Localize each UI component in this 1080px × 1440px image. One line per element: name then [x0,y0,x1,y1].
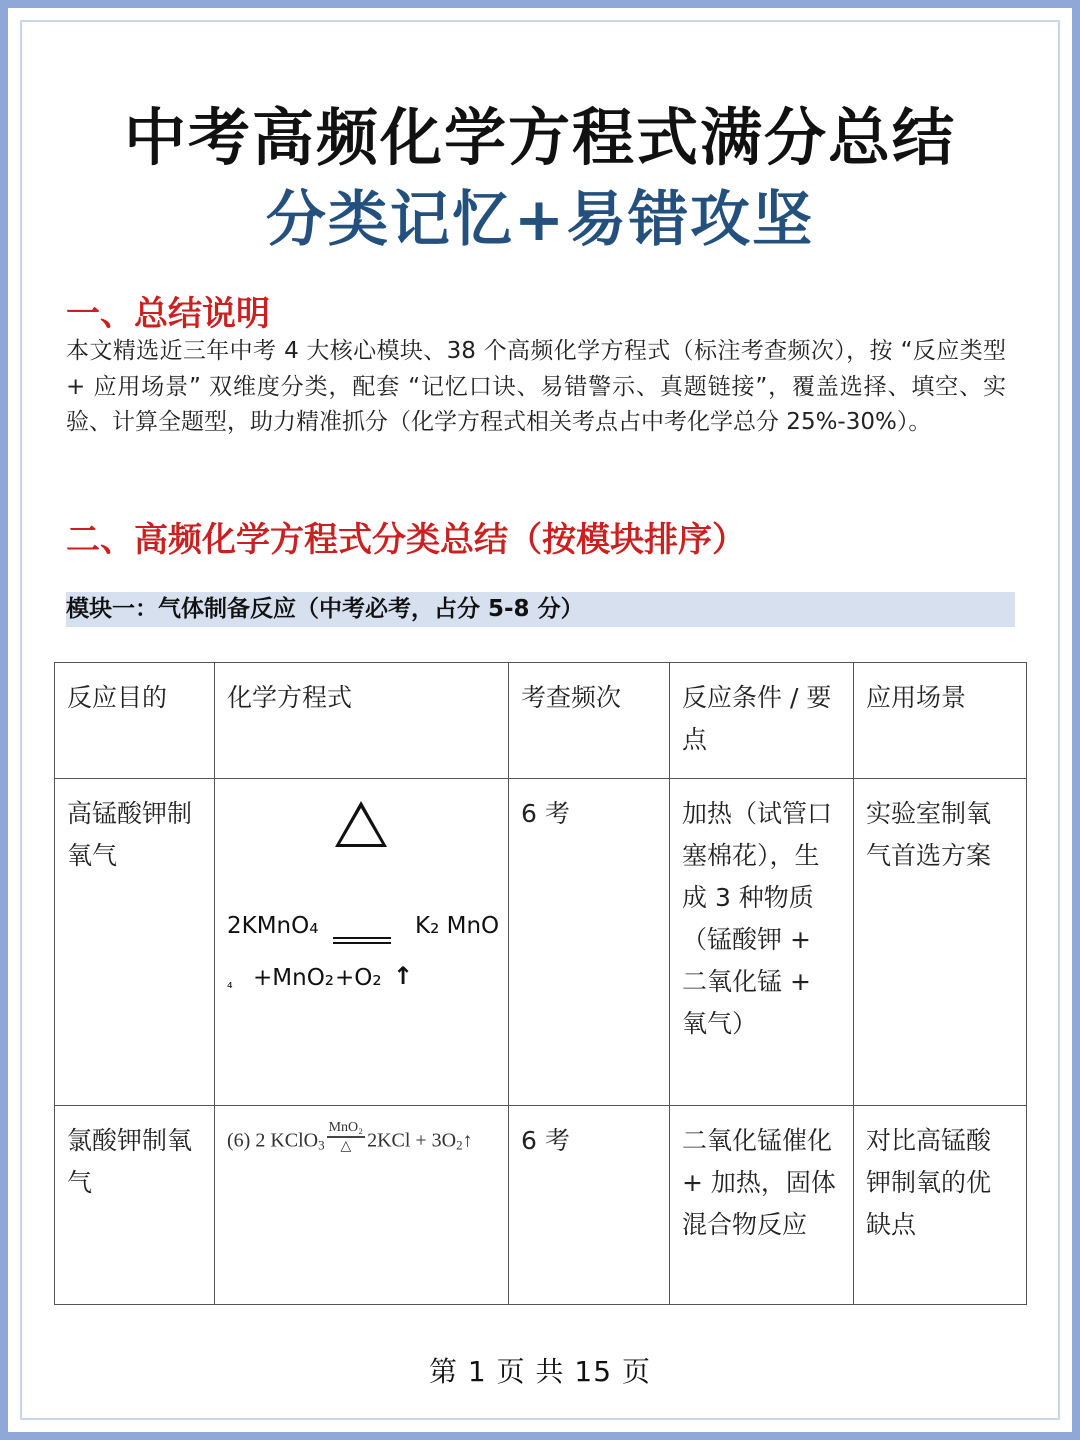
equation-product-1: K₂ MnO [415,913,500,939]
equation-product-3: +O₂ [335,965,382,991]
table-header-cell: 考查频次 [509,663,670,779]
heat-triangle-icon [335,801,387,847]
table-header-cell: 反应条件 / 要点 [670,663,854,779]
equation-product-2: +MnO₂ [253,965,335,991]
application-scenario: 对比高锰酸钾制氧的优缺点 [854,1106,1027,1305]
table-header-cell: 应用场景 [854,663,1027,779]
page-number: 第 1 页 共 15 页 [429,1355,651,1388]
catalyst-label: MnO₂ [327,1120,365,1138]
equals-sign [333,937,391,944]
reaction-conditions: 二氧化锰催化 + 加热，固体混合物反应 [670,1106,854,1305]
table-header-cell: 化学方程式 [215,663,509,779]
application-scenario: 实验室制氧气首选方案 [854,779,1027,1106]
page-title: 中考高频化学方程式满分总结 [123,101,956,174]
heat-symbol: △ [340,1139,352,1154]
module-1-label: 模块一：气体制备反应（中考必考，占分 5-8 分） [66,592,1015,627]
chemical-equation [215,779,509,1106]
section-1-body: 本文精选近三年中考 4 大核心模块、38 个高频化学方程式（标注考查频次），按 “反应类型 + 应用场景” 双维度分类，配套 “记忆口诀、易错警示、真题链接”，覆盖选择、填空、实验、计算全题型，助力精准抓分（化学方程式相关考点占中考化学总分 25%-30%）。 [66,338,1006,435]
reaction-purpose: 氯酸钾制氧气 [55,1106,215,1305]
kmno4-equation [215,779,508,1079]
table-header-cell: 反应目的 [55,663,215,779]
kclo3-equation [227,1120,496,1160]
table-row [55,779,1027,1106]
equation-reactant: (6) 2 KClO [227,1129,319,1152]
table-row [55,1106,1027,1305]
exam-frequency: 6 考 [509,779,670,1106]
gas-up-arrow-icon: ↑ [462,1129,473,1152]
equation-reactant: 2KMnO₄ [227,913,319,939]
chemical-equation [215,1106,509,1305]
section-1-heading: 一、总结说明 [66,294,270,334]
reaction-condition-fraction [327,1120,365,1156]
gas-up-arrow-icon: ↑ [393,962,414,990]
equation-table [54,662,1027,1305]
reaction-purpose: 高锰酸钾制氧气 [55,779,215,1106]
equation-subscript: 3 [318,1137,325,1153]
reaction-conditions: 加热（试管口塞棉花），生成 3 种物质（锰酸钾 + 二氧化锰 + 氧气） [670,779,854,1106]
equation-product-1-subscript: ₄ [227,976,233,992]
page-subtitle: 分类记忆+易错攻坚 [265,185,815,255]
equation-products: 2KCl + 3O [367,1129,457,1152]
equation-subscript: 2 [456,1137,463,1153]
table-header-row [55,663,1027,779]
exam-frequency: 6 考 [509,1106,670,1305]
section-2-heading: 二、高频化学方程式分类总结（按模块排序） [66,520,746,560]
